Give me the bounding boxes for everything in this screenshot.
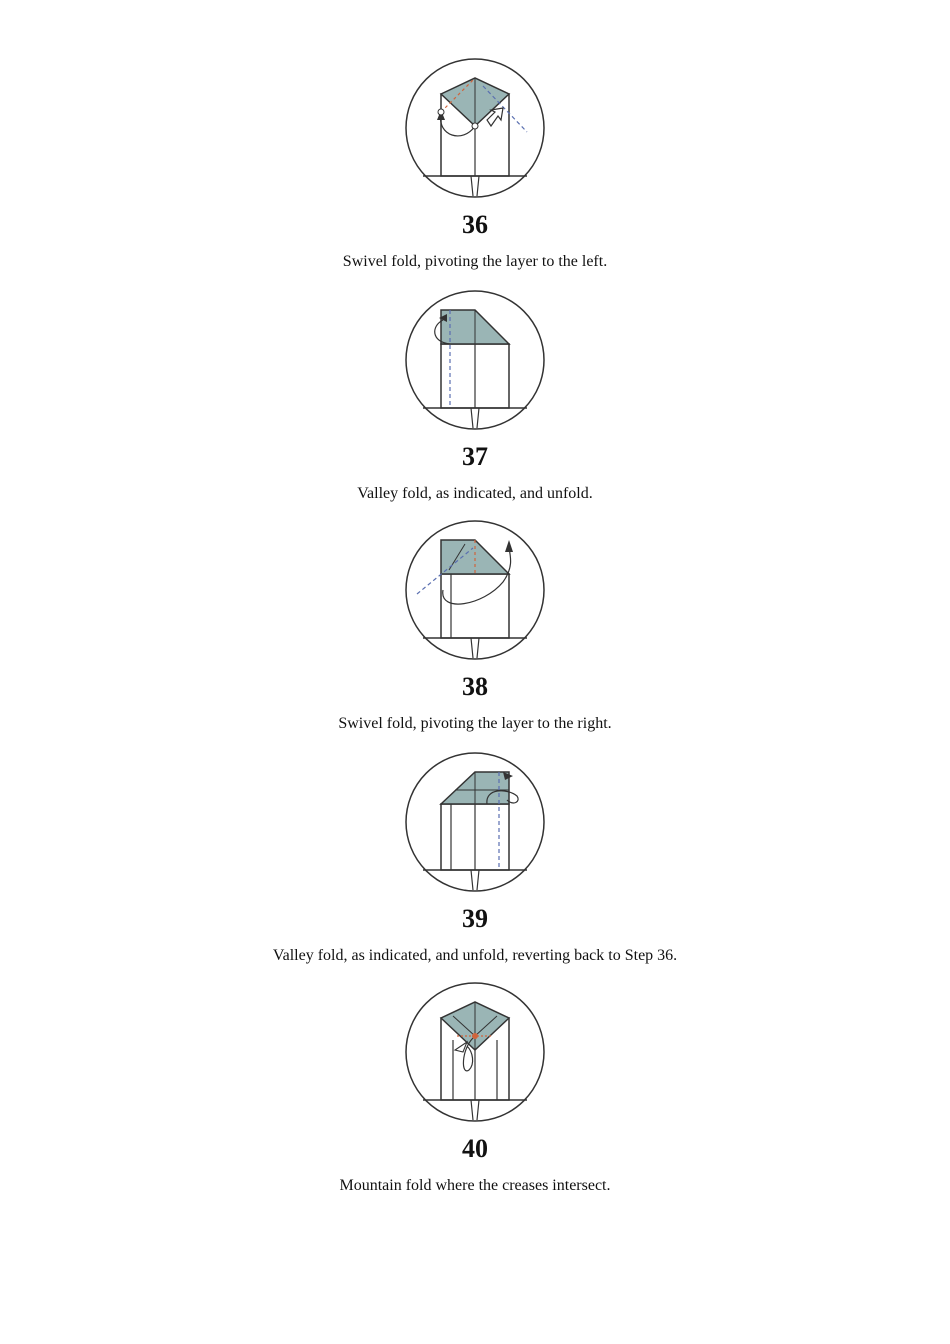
swivel-fold-diagram-icon: [403, 518, 547, 662]
valley-fold-diagram-icon: [403, 750, 547, 894]
step-number: 40: [462, 1134, 488, 1163]
valley-fold-diagram-icon: [403, 288, 547, 432]
step-40: [0, 980, 950, 1196]
mountain-fold-diagram-icon: [403, 980, 547, 1124]
step-number: 36: [462, 210, 488, 239]
step-39: [0, 750, 950, 966]
step-caption: Valley fold, as indicated, and unfold.: [357, 485, 593, 502]
step-number: 38: [462, 672, 488, 701]
step-37: [0, 288, 950, 504]
step-number: 37: [462, 442, 488, 471]
step-36: [0, 56, 950, 272]
step-number: 39: [462, 904, 488, 933]
step-38: [0, 518, 950, 734]
swivel-fold-diagram-icon: [403, 56, 547, 200]
step-caption: Mountain fold where the creases intersect.: [339, 1177, 611, 1194]
step-caption: Swivel fold, pivoting the layer to the left.: [342, 253, 608, 270]
step-caption: Swivel fold, pivoting the layer to the right.: [338, 715, 612, 732]
step-caption: Valley fold, as indicated, and unfold, reverting back to Step 36.: [272, 947, 678, 964]
